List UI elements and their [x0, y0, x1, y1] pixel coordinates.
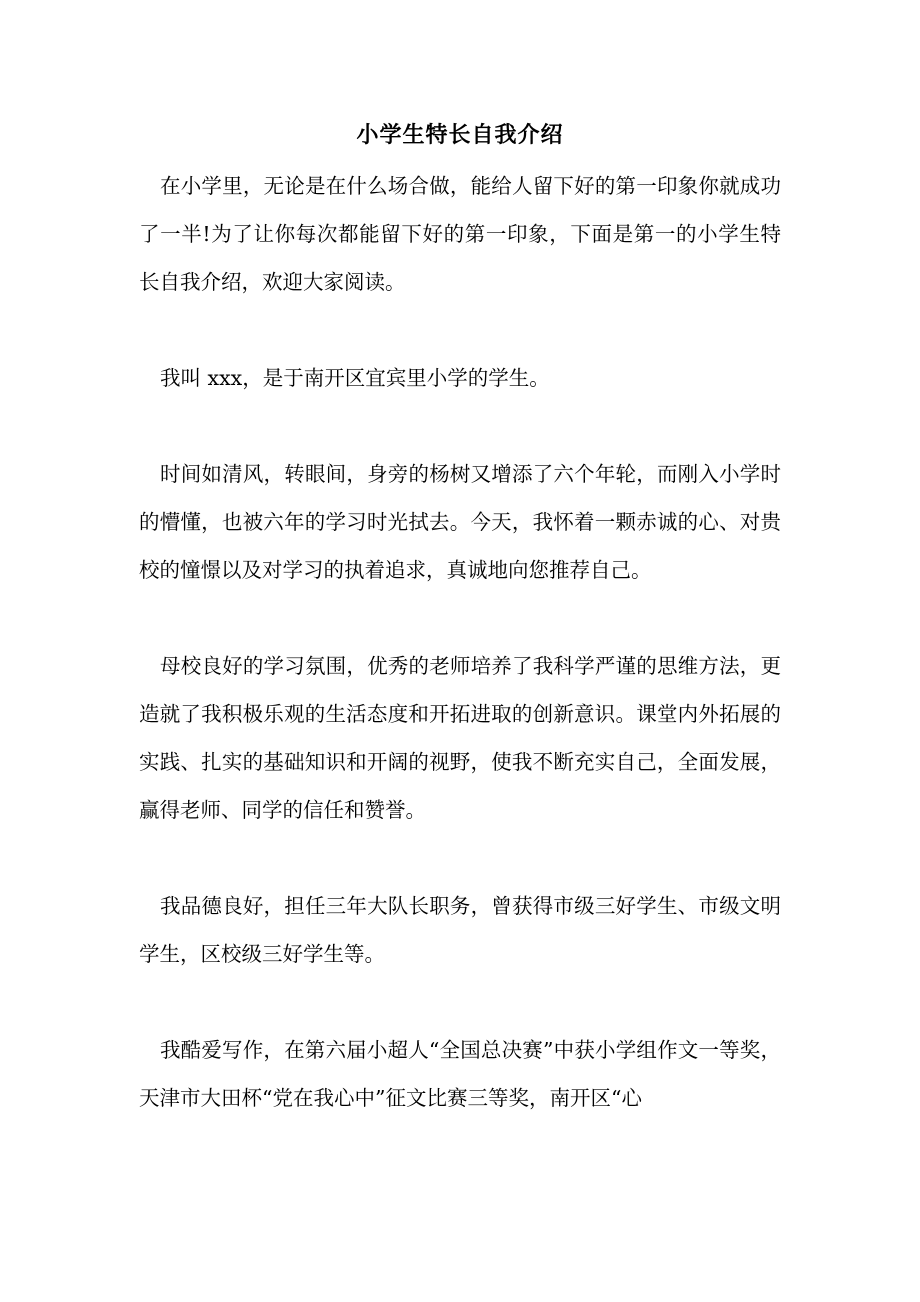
paragraph-name: 我叫 xxx，是于南开区宜宾里小学的学生。	[160, 366, 550, 390]
document-body	[139, 162, 781, 1122]
paragraph-character: 我品德良好，担任三年大队长职务，曾获得市级三好学生、市级文明学生，区校级三好学生等。	[139, 894, 781, 966]
document-title: 小学生特长自我介绍	[356, 122, 564, 148]
paragraph-gap	[139, 834, 781, 882]
paragraph-intro: 在小学里，无论是在什么场合做，能给人留下好的第一印象你就成功了一半!为了让你每次都能留下好的第一印象，下面是第一的小学生特长自我介绍，欢迎大家阅读。	[139, 174, 781, 294]
paragraph-time: 时间如清风，转眼间，身旁的杨树又增添了六个年轮，而刚入小学时的懵懂，也被六年的学习时光拭去。今天，我怀着一颗赤诚的心、对贵校的憧憬以及对学习的执着追求，真诚地向您推荐自己。	[139, 462, 781, 582]
paragraph-school: 母校良好的学习氛围，优秀的老师培养了我科学严谨的思维方法，更造就了我积极乐观的生活态度和开拓进取的创新意识。课堂内外拓展的实践、扎实的基础知识和开阔的视野，使我不断充实自己，全面发展，赢得老师、同学的信任和赞誉。	[139, 654, 781, 822]
paragraph-gap	[139, 306, 781, 354]
paragraph-writing: 我酷爱写作，在第六届小超人“全国总决赛”中获小学组作文一等奖，天津市大田杯“党在我心中”征文比赛三等奖，南开区“心	[139, 1038, 781, 1110]
paragraph-gap	[139, 594, 781, 642]
paragraph-gap	[139, 402, 781, 450]
paragraph-gap	[139, 978, 781, 1026]
